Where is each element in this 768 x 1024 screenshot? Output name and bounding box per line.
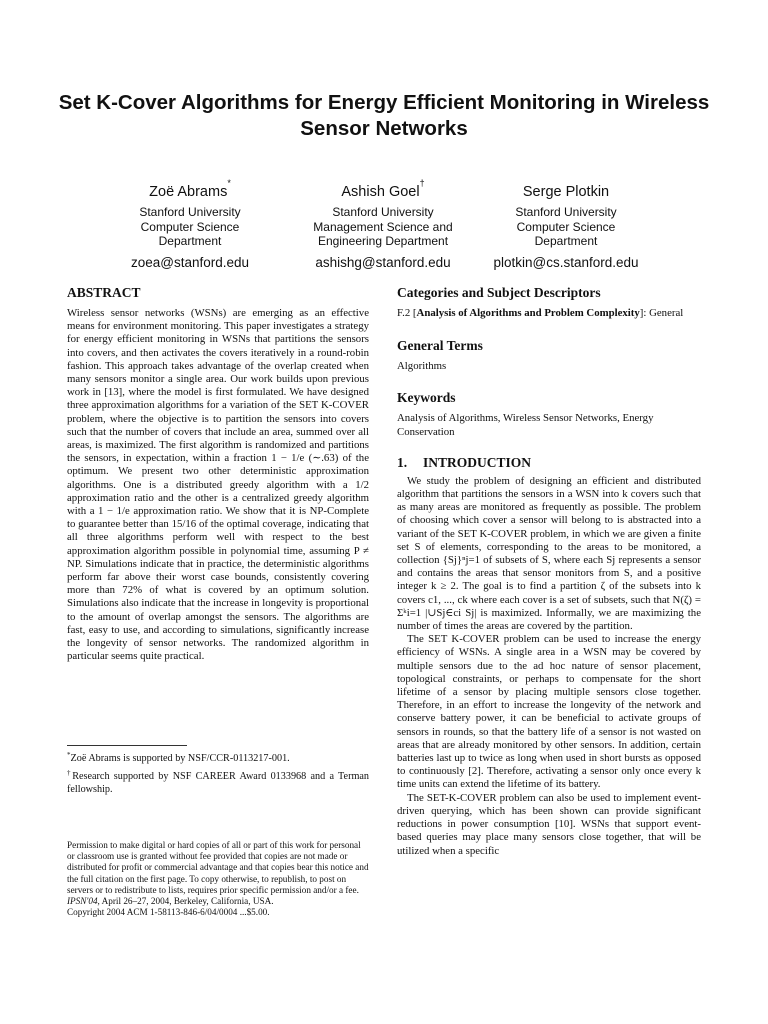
general-terms-heading: General Terms <box>397 338 483 354</box>
author-block <box>85 170 295 273</box>
introduction-paragraph: We study the problem of designing an efficient and distributed algorithm that partitions the sensors in a WSN into k covers such that as many areas are monitored as frequently as possible. The problem of choosing which cover a sensor will belong to is abstracted into a variant of the SET K-COVER problem, in which we are given a finite set S of elements, corresponding to the areas to be monitored, a collection {Sj}ⁿj=1 of subsets of S, where each Sj represents a sensor and contains the areas that sensor monitors from S, and a positive integer k ≥ 2. The goal is to find a partition ζ of the subsets into k covers c1, ..., ck where each cover is a set of subsets, such that N(ζ) = Σᵏi=1 |∪Sj∈ci Sj| is maximized. Informally, we are maximizing the number of times the areas are covered by the partition. <box>397 474 701 633</box>
author-affiliation-line: Engineering Department <box>317 234 449 248</box>
keywords-text: Analysis of Algorithms, Wireless Sensor Networks, Energy Conservation <box>397 412 654 438</box>
footnotes <box>67 745 369 796</box>
general-terms-text: Algorithms <box>397 360 447 373</box>
author-affiliation-line: Stanford University <box>515 205 617 219</box>
introduction-paragraph: The SET K-COVER problem can be used to increase the energy efficiency of WSNs. A single area in a WSN may be covered by multiple sensors due to the ad hoc nature of sensor placement, topological constraints, or perhaps to compensate for the short lifetime of a sensor by placing multiple sensors close together. Therefore, in an effort to increase the longevity of the network and conserve battery power, it can be beneficial to activate groups of sensors in rounds, so that the battery life of a sensor is not wasted on areas that are already monitored by other sensors. In addition, certain batteries last up to twice as long when used in short bursts as opposed to continuously [2]. Therefore, activating a sensor only once every k time units can extend the lifetime of its battery. <box>397 633 701 791</box>
author-name: Ashish Goel† <box>341 178 425 200</box>
author-affiliation-line: Management Science and <box>313 219 453 234</box>
footnote: *Zoë Abrams is supported by NSF/CCR-0113217-001. <box>67 751 290 764</box>
introduction-heading: 1. INTRODUCTION <box>397 454 532 470</box>
left-column <box>67 284 369 663</box>
keywords-heading: Keywords <box>397 390 456 406</box>
author-email: zoea@stanford.edu <box>130 254 250 270</box>
author-name: Zoë Abrams* <box>149 178 231 200</box>
paper-title: Set K-Cover Algorithms for Energy Efficient Monitoring in Wireless Sensor Networks <box>58 91 710 140</box>
categories-text: F.2 [Analysis of Algorithms and Problem Complexity]: General <box>397 307 684 319</box>
author-affiliation-line: Department <box>158 234 222 248</box>
author-affiliation-line: Department <box>534 234 598 248</box>
author-affiliation-line: Computer Science <box>140 219 240 234</box>
author-name: Serge Plotkin <box>522 184 610 200</box>
footnote-rule <box>67 745 187 746</box>
author-email: plotkin@cs.stanford.edu <box>493 254 639 270</box>
abstract-text: Wireless sensor networks (WSNs) are emerging as an effective means for environment monitoring. This paper investigates a strategy for energy efficient monitoring in WSNs that partitions the sensors into covers, and then activates the covers iteratively in a round-robin fashion. This approach takes advantage of the overlap created when many sensors monitor a single area. Our work builds upon previous work in [13], where the model is first formulated. We have designed three approximation algorithms for a variation of the SET K-COVER problem, where the objective is to partition the sensors into covers such that the number of covers that include an area, summed over all areas, is maximized. The first algorithm is randomized and partitions the sensors, in expectation, within a fraction 1 − 1/e (∼.63) of the optimum. We present two other deterministic approximation algorithms. One is a distributed greedy algorithm with a 1/2 approximation ratio and the other is a centralized greedy algorithm with a 1 − 1/e approximation ratio. We show that it is NP-Complete to guarantee better than 15/16 of the optimal coverage, indicating that all three algorithms perform well with respect to the best approximation algorithm possible in polynomial time, assuming P ≠ NP. Simulations indicate that in practice, the deterministic algorithms perform far above their worst case bounds, consistently covering more than 72% of what is covered by an optimum solution. Simulations also indicate that the increase in longevity is proportional to the amount of overlap amongst the sensors. The algorithms are fast, easy to use, and according to simulations, significantly increase the longevity of sensor networks. The randomized algorithm in particular seems quite practical. <box>67 307 369 663</box>
right-column <box>397 284 701 858</box>
categories-heading: Categories and Subject Descriptors <box>397 285 601 300</box>
introduction-paragraph: The SET-K-COVER problem can also be used to implement event-driven querying, which has been shown can provide significant reductions in power consumption [10]. WSNs that support event-based queries may place many sensors close together, that will be utilized when a specific <box>397 791 701 857</box>
permission-block <box>67 840 369 918</box>
author-block <box>278 170 488 273</box>
author-affiliation-line: Stanford University <box>332 205 434 219</box>
footnote: †Research supported by NSF CAREER Award 0133968 and a Terman fellowship. <box>67 769 370 795</box>
venue-line: IPSN'04, April 26–27, 2004, Berkeley, California, USA. <box>67 896 274 907</box>
author-affiliation-line: Stanford University <box>139 205 241 219</box>
author-block <box>461 170 671 273</box>
author-email: ashishg@stanford.edu <box>315 254 451 270</box>
copyright-line: Copyright 2004 ACM 1-58113-846-6/04/0004 ...$5.00. <box>67 907 270 918</box>
author-affiliation-line: Computer Science <box>516 219 616 234</box>
abstract-heading: ABSTRACT <box>67 285 141 300</box>
permission-notice: Permission to make digital or hard copies of all or part of this work for personal or classroom use is granted without fee provided that copies are not made or distributed for profit or commercial advantage and that copies bear this notice and the full citation on the first page. To copy otherwise, to republish, to post on servers or to redistribute to lists, requires prior specific permission and/or a fee. <box>67 840 369 895</box>
